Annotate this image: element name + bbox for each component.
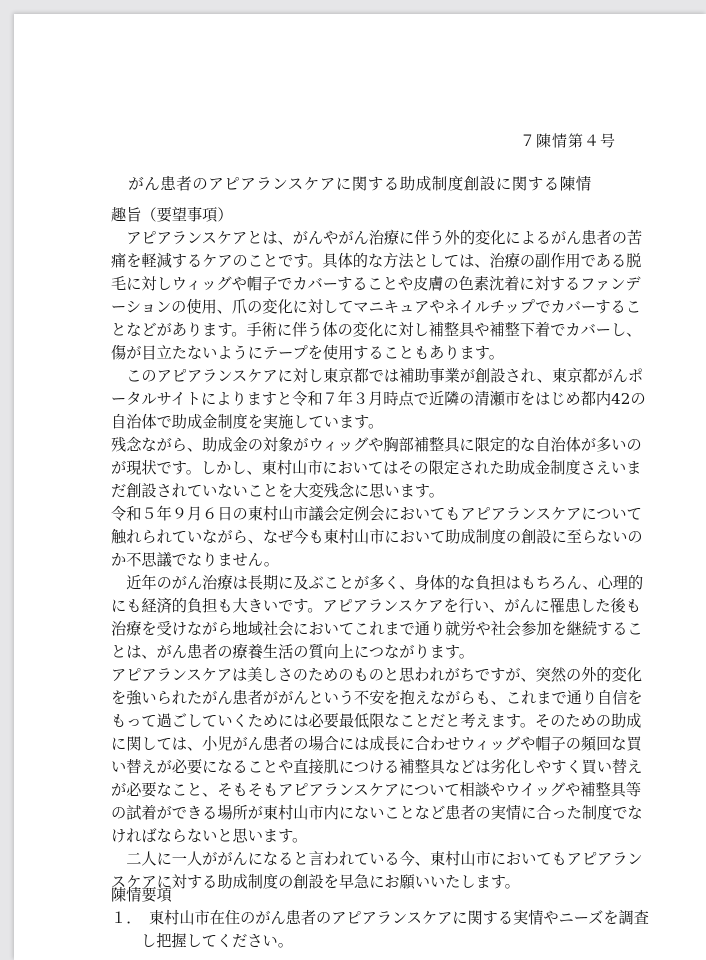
purpose-line: が必要なこと、そもそもアピアランスケアについて相談やウイッグや補整具等 [111, 781, 642, 799]
purpose-line: ーションの使用、爪の変化に対してマニキュアやネイルチップでカバーするこ [111, 298, 641, 316]
purpose-line: ければならないと思います。 [111, 827, 308, 845]
purpose-line: もって過ごしていくためには必要最低限なことだと考えます。そのための助成 [111, 712, 642, 730]
purpose-section [111, 204, 646, 894]
purpose-line: い替えが必要になることや直接肌につける補整具などは劣化しやすく買い替え [111, 758, 643, 776]
petition-title: がん患者のアピアランスケアに関する助成制度創設に関する陳情 [128, 175, 592, 193]
purpose-line: ータルサイトによりますと令和７年３月時点で近隣の清瀬市をはじめ都内42の [111, 390, 646, 408]
purpose-line: スケアに対する助成制度の創設を早急にお願いいたします。 [111, 873, 520, 891]
purpose-line: 残念ながら、助成金の対象がウィッグや胸部補整具に限定的な自治体が多いの [111, 436, 642, 454]
purpose-line: の試着ができる場所が東村山市内にないことなど患者の実情に合った制度でな [111, 804, 643, 822]
purpose-line: が現状です。しかし、東村山市においてはその限定された助成金制度さえいま [111, 459, 642, 477]
purpose-line: このアピアランスケアに対し東京都では補助事業が創設され、東京都がんポ [111, 367, 644, 385]
request-heading: 陳情要項 [111, 886, 172, 904]
purpose-line: アピアランスケアは美しさのためのものと思われがちですが、突然の外的変化 [111, 666, 642, 684]
purpose-line: 毛に対しウィッグや帽子でカバーすることや皮膚の色素沈着に対するファンデ [111, 275, 641, 293]
petition-number: ７陳情第４号 [519, 132, 616, 150]
purpose-line: アピアランスケアとは、がんやがん治療に伴う外的変化によるがん患者の苦 [111, 229, 643, 247]
purpose-line: 触れられていながら、なぜ今も東村山市において助成制度の創設に至らないの [111, 528, 643, 546]
purpose-line: に関しては、小児がん患者の場合には成長に合わせウィッグや帽子の頻回な買 [111, 735, 642, 753]
purpose-heading: 趣旨（要望事項） [111, 206, 233, 224]
purpose-line: 近年のがん治療は長期に及ぶことが多く、身体的な負担はもちろん、心理的 [111, 574, 644, 592]
purpose-line: とは、がん患者の療養生活の質向上につながります。 [111, 643, 474, 661]
purpose-line: にも経済的負担も大きいです。アピアランスケアを行い、がんに罹患した後も [111, 597, 641, 615]
purpose-line: 自治体で助成金制度を実施しています。 [111, 413, 384, 431]
purpose-line: となどがあります。手術に伴う体の変化に対し補整具や補整下着でカバーし、 [111, 321, 642, 339]
purpose-line: 二人に一人ががんになると言われている今、東村山市においてもアピアラン [111, 850, 643, 868]
purpose-line: を強いられたがん患者ががんという不安を抱えながらも、これまで通り自信を [111, 689, 643, 707]
purpose-line: か不思議でなりません。 [111, 551, 279, 569]
purpose-line: 傷が目立たないようにテープを使用することもあります。 [111, 344, 504, 362]
purpose-line: 令和５年９月６日の東村山市議会定例会においてもアピアランスケアについて [111, 505, 642, 523]
document-page [14, 14, 706, 960]
purpose-line: だ創設されていないことを大変残念に思います。 [111, 482, 444, 500]
purpose-line: 痛を軽減するケアのことです。具体的な方法としては、治療の副作用である脱 [111, 252, 642, 270]
purpose-line: 治療を受けながら地域社会においてこれまで通り就労や社会参加を継続するこ [111, 620, 643, 638]
request-item-1-continuation: し把握してください。 [141, 932, 293, 950]
request-item-1: １． 東村山市在住のがん患者のアピアランスケアに関する実情やニーズを調査 [111, 909, 649, 927]
request-section [111, 884, 649, 953]
